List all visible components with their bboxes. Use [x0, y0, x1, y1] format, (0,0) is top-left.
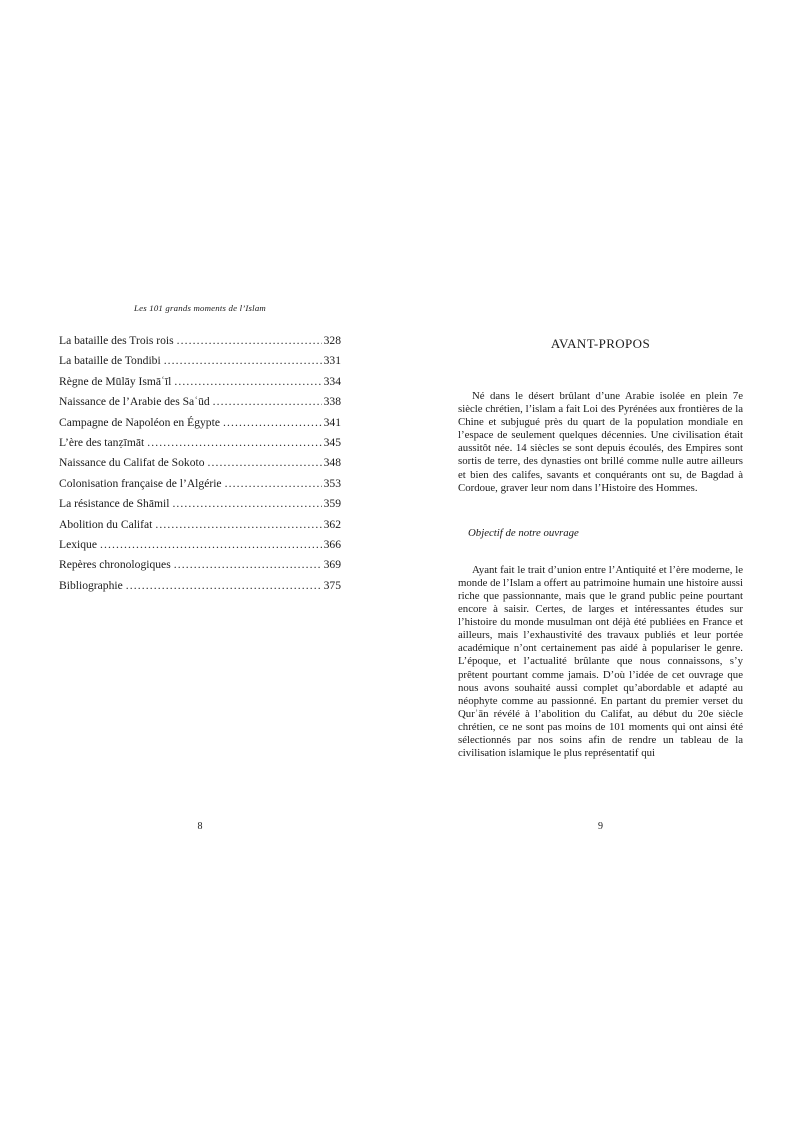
toc-entry [59, 436, 341, 456]
toc-entry [59, 416, 341, 436]
toc-leader [155, 518, 321, 531]
toc-entry-page: 359 [323, 497, 341, 511]
toc-entry [59, 477, 341, 497]
toc-entry-page: 362 [323, 517, 341, 531]
toc-entry-page: 345 [323, 435, 341, 449]
toc-entry-page: 353 [323, 476, 341, 490]
page-number-left: 8 [197, 821, 203, 832]
toc-entry-label: La bataille de Tondibi [59, 354, 161, 368]
toc-leader [174, 375, 321, 388]
toc-entry-label: Colonisation française de l’Algérie [59, 476, 222, 490]
toc-entry-label: Abolition du Califat [59, 517, 153, 531]
toc-leader [177, 334, 322, 347]
toc-entry [59, 395, 341, 415]
toc-leader [208, 456, 322, 469]
preface-paragraph-1: Né dans le désert brûlant d’une Arabie isolée en plein 7e siècle chrétien, l’islam a fait Loi des Pyrénées aux frontières de la Chine et subjugué près du quart de la population mondiale en l’espace de seulement quelques décennies. Une civilisation était aussitôt née. 14 siècles se sont depuis écoulés, des Empires sont sortis de terre, des dynasties ont brillé comme nulle autre ailleurs et bien des califes, savants et conquérants ont su, de Bagdad à Cordoue, graver leur nom dans l’Histoire des Hommes. [458, 390, 743, 494]
right-page [458, 336, 743, 760]
section-subtitle: Objectif de notre ouvrage [468, 526, 579, 539]
table-of-contents [59, 334, 341, 599]
toc-entry-label: La résistance de Shāmil [59, 497, 170, 511]
toc-entry-label: Campagne de Napoléon en Égypte [59, 415, 220, 429]
toc-entry-page: 366 [323, 537, 341, 551]
toc-entry-page: 331 [323, 354, 341, 368]
toc-leader [172, 497, 321, 510]
toc-entry [59, 456, 341, 476]
toc-entry-page: 338 [323, 395, 341, 409]
toc-entry [59, 497, 341, 517]
toc-leader [126, 579, 322, 592]
toc-entry-label: Lexique [59, 537, 97, 551]
toc-leader [213, 395, 322, 408]
toc-entry-label: Repères chronologiques [59, 558, 171, 572]
toc-entry-page: 341 [323, 415, 341, 429]
toc-entry [59, 354, 341, 374]
toc-entry [59, 558, 341, 578]
toc-entry-page: 334 [323, 374, 341, 388]
toc-leader [225, 477, 322, 490]
toc-leader [100, 538, 322, 551]
toc-entry-label: Naissance du Califat de Sokoto [59, 456, 205, 470]
toc-entry-label: La bataille des Trois rois [59, 334, 174, 347]
left-page [59, 303, 341, 599]
toc-leader [164, 354, 322, 367]
toc-leader [147, 436, 321, 449]
running-header: Les 101 grands moments de l’Islam [134, 303, 266, 313]
toc-entry-page: 375 [323, 578, 341, 592]
toc-entry-page: 369 [323, 558, 341, 572]
toc-entry-page: 348 [323, 456, 341, 470]
toc-entry [59, 518, 341, 538]
toc-entry-page: 328 [323, 334, 341, 347]
toc-entry-label: Naissance de l’Arabie des Saʿūd [59, 395, 210, 409]
toc-entry [59, 334, 341, 354]
toc-entry [59, 579, 341, 599]
toc-entry [59, 375, 341, 395]
preface-title: AVANT-PROPOS [550, 336, 651, 351]
toc-leader [223, 416, 322, 429]
toc-entry-label: L’ère des tanẓīmāt [59, 435, 145, 449]
toc-entry-label: Bibliographie [59, 578, 123, 592]
preface-paragraph-2: Ayant fait le trait d’union entre l’Antiquité et l’ère moderne, le monde de l’Islam a offert au patrimoine humain une histoire aussi riche que passionnante, mais que le grand public peine pourtant encore à saisir. Certes, de larges et intéressantes études sur l’histoire du monde musulman ont déjà été publiées en France et ailleurs, mais l’exhaustivité des travaux publiés et leur portée académique n’ont certainement pas aidé à populariser le genre. L’époque, et l’actualité brûlante que nous connaissons, s’y prêtent pourtant comme jamais. D’où l’idée de cet ouvrage que nous avons souhaité aussi complet qu’abordable et adapté au néophyte comme au passionné. En partant du premier verset du Qurʾān révélé à l’abolition du Califat, au début du 20e siècle chrétien, ce ne sont pas moins de 101 moments qui ont ainsi été sélectionnés par nos soins afin de rendre un tableau de la civilisation islamique le plus représentatif qui [458, 563, 743, 760]
toc-entry-label: Règne de Mūlāy Ismāʿīl [59, 374, 172, 388]
toc-entry [59, 538, 341, 558]
page-number-right: 9 [598, 821, 603, 832]
toc-leader [174, 558, 322, 571]
